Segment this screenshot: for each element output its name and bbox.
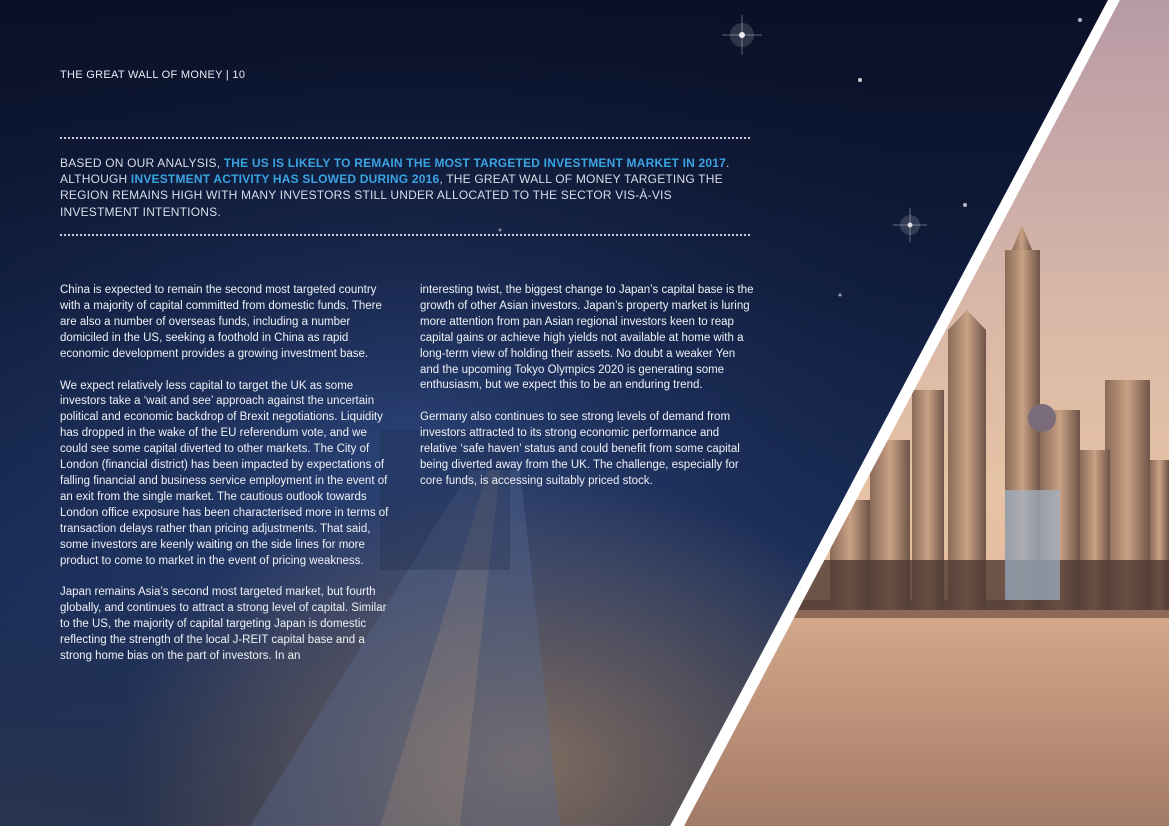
paragraph-japan: Japan remains Asia’s second most targeted market, but fourth globally, and continues to attract a strong level of capital. Similar to the US, the majority of capital targeting Japan is domestic reflecting the strength of the local J-REIT capital base and a strong home bias on the part of investors. In an [60,586,387,663]
intro-text-3: , THE GREAT WALL OF MONEY TARGETING THE REGION REMAINS HIGH WITH MANY INVESTORS STILL UNDER ALLOCATED TO THE SECTOR VIS-À-VIS INVESTMENT INTENTIONS. [60,172,723,219]
intro-highlight-us: THE US IS LIKELY TO REMAIN THE MOST TARGETED INVESTMENT MARKET IN 2017 [223,156,727,170]
paragraph-germany: Germany also continues to see strong levels of demand from investors attracted to its strong economic performance and relative ‘safe haven’ status and could benefit from some capital being diverted away from the UK. The challenge, especially for core funds, is accessing suitably priced stock. [420,411,740,487]
body-column-left [60,283,392,681]
bottom-dotted-divider [60,234,750,236]
paragraph-japan-continued: interesting twist, the biggest change to Japan’s capital base is the growth of other Asian investors. Japan’s property market is luring more attention from pan Asian regional investors keen to reap capital gains or achieve high yields not available at home with a long-term view of holding their assets. No doubt a weaker Yen and the upcoming Tokyo Olympics 2020 is generating some enthusiasm, but we expect this to be an enduring trend. [420,284,754,392]
paragraph-uk: We expect relatively less capital to target the UK as some investors take a ‘wait and see’ approach against the uncertain political and economic backdrop of Brexit negotiations. Liquidity has dropped in the wake of the EU referendum vote, and we could see some capital diverted to other markets. The City of London (financial district) has been impacted by expectations of falling financial and business service employment in the event of an exit from the single market. The cautious outlook towards London office exposure has been characterised more in terms of transaction delays rather than pricing adjustments. That said, some investors are keenly waiting on the side lines for more product to come to market in the event of pricing weakness. [60,379,389,567]
intro-highlight-activity: INVESTMENT ACTIVITY HAS SLOWED DURING 2016 [130,172,440,187]
top-dotted-divider [60,137,750,139]
paragraph-china: China is expected to remain the second most targeted country with a majority of capital committed from domestic funds. There are also a number of overseas funds, including a number domiciled in the US, seeking a foothold in China as rapid economic development provides a growing investment base. [60,284,382,360]
running-header: THE GREAT WALL OF MONEY | 10 [60,69,246,81]
body-column-right [420,283,755,506]
intro-callout [60,155,750,220]
intro-text-2: . ALTHOUGH [60,156,730,187]
intro-text-1: BASED ON OUR ANALYSIS, [60,156,224,170]
